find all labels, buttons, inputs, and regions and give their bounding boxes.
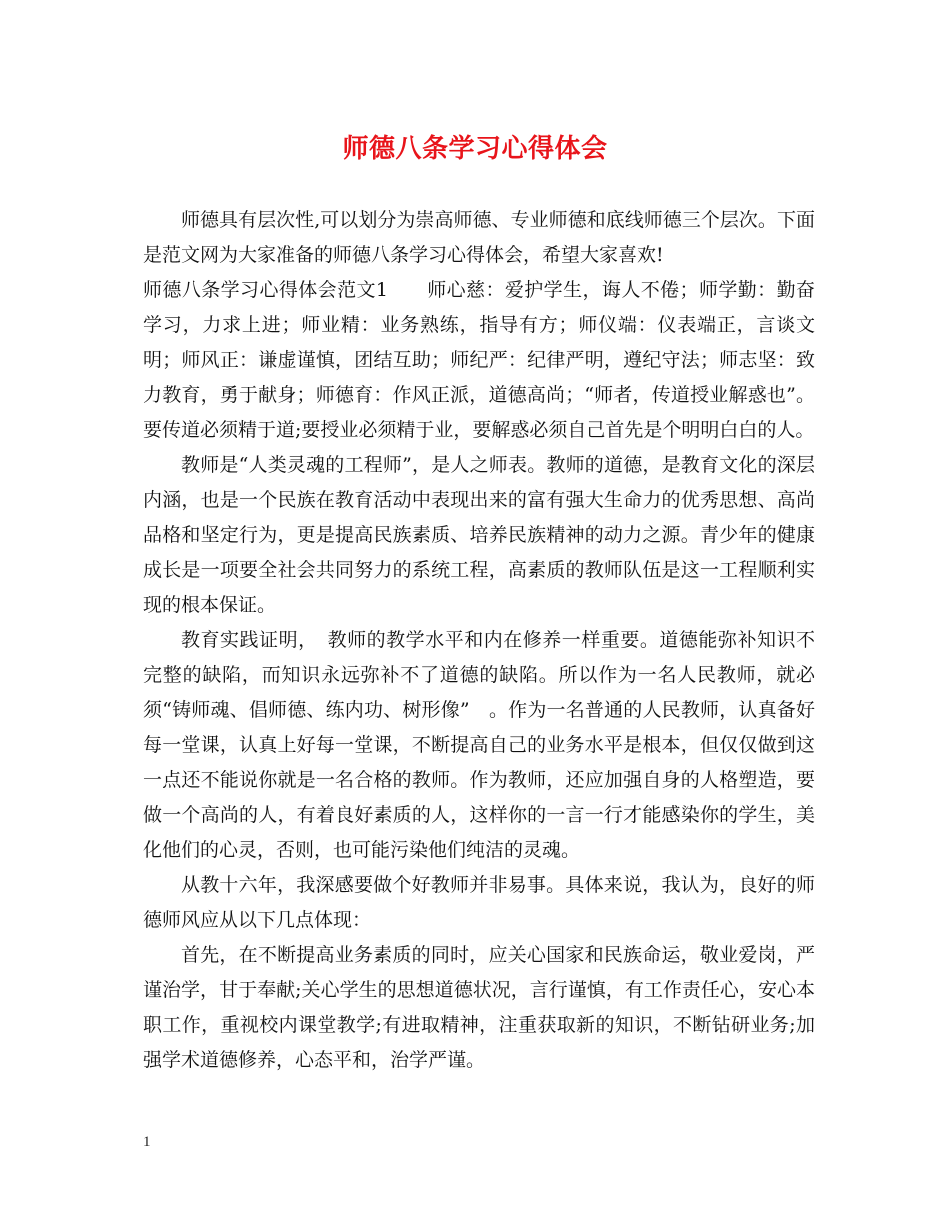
paragraph-teacher-role: 教师是“人类灵魂的工程师”，是人之师表。教师的道德，是教育文化的深层内涵，也是一个民族在教育活动中表现出来的富有强大生命力的优秀思想、高尚品格和坚定行为，更是提高民族素质、培养民族精神的动力之源。青少年的健康成长是一项要全社会共同努力的系统工程，高素质的教师队伍是这一工程顺利实现的根本保证。 xyxy=(143,454,815,616)
paragraph-sixteen-years: 从教十六年，我深感要做个好教师并非易事。具体来说，我认为，良好的师德师风应从以下几点体现： xyxy=(143,874,815,931)
paragraph-sample-1: 师德八条学习心得体会范文1 师心慈：爱护学生，诲人不倦；师学勤：勤奋学习，力求上进；师业精：业务熟练，指导有方；师仪端：仪表端正，言谈文明；师风正：谦虚谨慎，团结互助；师纪严：纪律严明，遵纪守法；师志坚：致力教育，勇于献身；师德育：作风正派，道德高尚；“师者，传道授业解惑也”。要传道必须精于道;要授业必须精于业，要解惑必须自己首先是个明明白白的人。 xyxy=(143,279,815,441)
document-body xyxy=(143,203,815,1078)
paragraph-first: 首先，在不断提高业务素质的同时，应关心国家和民族命运，敬业爱岗，严谨治学，甘于奉献;关心学生的思想道德状况，言行谨慎，有工作责任心，安心本职工作，重视校内课堂教学;有进取精神，注重获取新的知识，不断钻研业务;加强学术道德修养，心态平和，治学严谨。 xyxy=(143,944,815,1071)
paragraph-practice: 教育实践证明， 教师的教学水平和内在修养一样重要。道德能弥补知识不完整的缺陷，而知识永远弥补不了道德的缺陷。所以作为一名人民教师，就必须“铸师魂、倡师德、练内功、树形像” 。作为一名普通的人民教师，认真备好每一堂课，认真上好每一堂课，不断提高自己的业务水平是根本，但仅仅做到这一点还不能说你就是一名合格的教师。作为教师，还应加强自身的人格塑造，要做一个高尚的人，有着良好素质的人，这样你的一言一行才能感染你的学生，美化他们的心灵，否则，也可能污染他们纯洁的灵魂。 xyxy=(143,629,815,861)
paragraph-intro: 师德具有层次性,可以划分为崇高师德、专业师德和底线师德三个层次。下面是范文网为大家准备的师德八条学习心得体会，希望大家喜欢! xyxy=(143,209,815,266)
document-title: 师德八条学习心得体会 xyxy=(342,134,608,164)
page-number: 1 xyxy=(143,1134,151,1150)
